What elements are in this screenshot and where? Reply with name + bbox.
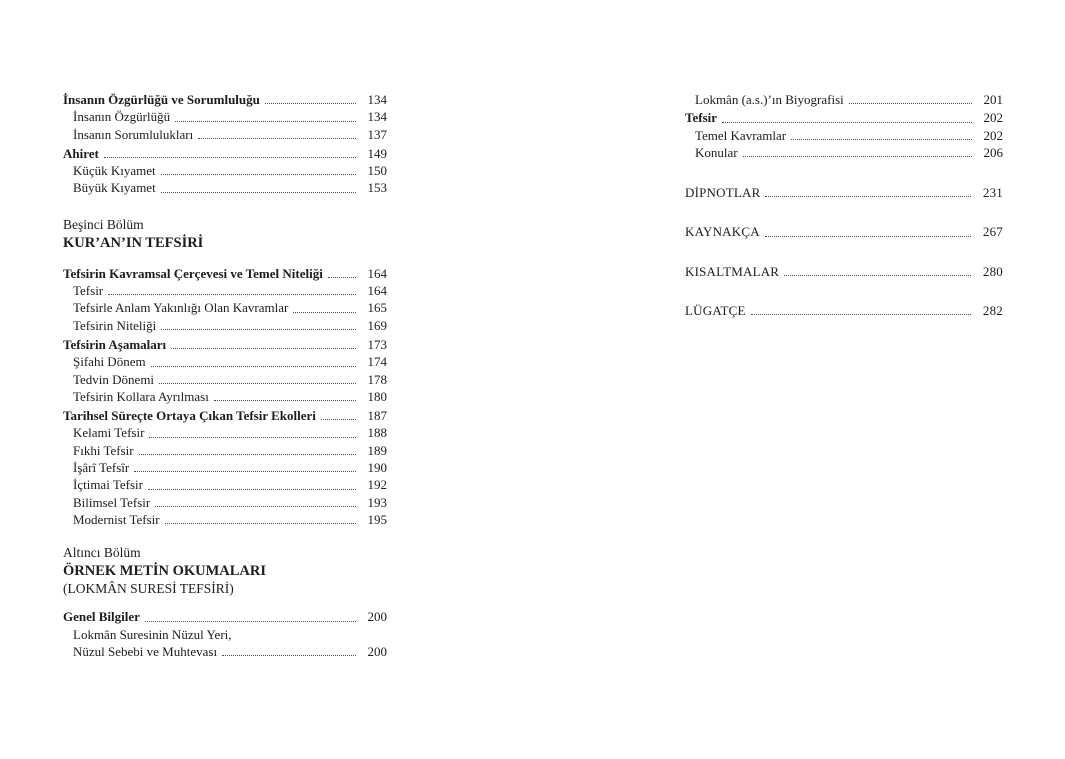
dotted-leader	[149, 437, 355, 438]
toc-entry[interactable]	[63, 643, 387, 660]
toc-entry-label: DİPNOTLAR	[685, 185, 761, 201]
dotted-leader	[159, 383, 355, 384]
toc-entry[interactable]	[63, 108, 387, 125]
toc-entry[interactable]	[685, 302, 1003, 319]
toc-entry-label: Tefsirin Kollara Ayrılması	[73, 388, 209, 404]
dotted-leader	[161, 192, 356, 193]
toc-entry[interactable]	[63, 511, 387, 528]
dotted-leader	[722, 122, 971, 123]
toc-entry-label: İşârî Tefsîr	[73, 460, 130, 476]
toc-entry-page: 188	[367, 425, 387, 441]
toc-entry[interactable]	[63, 162, 387, 179]
dotted-leader	[151, 366, 356, 367]
toc-entry-page: 150	[367, 163, 387, 179]
toc-entry-label: Genel Bilgiler	[63, 609, 140, 625]
toc-entry[interactable]	[685, 263, 1003, 280]
toc-entry[interactable]	[63, 608, 387, 625]
toc-entry-label: İnsanın Sorumlulukları	[73, 126, 194, 142]
toc-entry-label: Modernist Tefsir	[73, 511, 160, 527]
toc-entry-page: 231	[982, 185, 1003, 201]
dotted-leader	[198, 138, 355, 139]
toc-entry-label: Büyük Kıyamet	[73, 180, 156, 196]
dotted-leader	[849, 103, 972, 104]
toc-entry[interactable]	[63, 179, 387, 196]
chapter-title	[63, 234, 387, 252]
toc-entry-page: 149	[367, 145, 387, 161]
toc-entry-label: KISALTMALAR	[685, 263, 780, 279]
toc-entry-page: 134	[367, 92, 387, 107]
dotted-leader	[139, 454, 356, 455]
toc-entry-page: 153	[367, 180, 387, 196]
dotted-leader	[165, 523, 356, 524]
toc-entry-page: 195	[367, 511, 387, 527]
heading-text: (LOKMÂN SURESİ TEFSİRİ)	[63, 581, 234, 597]
toc-entry[interactable]	[63, 145, 387, 162]
dotted-leader	[108, 294, 355, 295]
chapter-label	[63, 216, 387, 234]
dotted-leader	[784, 275, 971, 276]
toc-entry[interactable]	[63, 371, 387, 388]
toc-entry-label: Tefsirin Aşamaları	[63, 336, 167, 352]
dotted-leader	[222, 655, 355, 656]
heading-text: Altıncı Bölüm	[63, 545, 141, 561]
dotted-leader	[321, 419, 356, 420]
heading-text: ÖRNEK METİN OKUMALARI	[63, 563, 267, 580]
toc-entry-page: 180	[367, 388, 387, 404]
toc-entry-page: 282	[982, 303, 1003, 319]
toc-entry[interactable]	[685, 91, 1003, 108]
chapter-subtitle	[63, 580, 387, 597]
toc-entry-label: İnsanın Özgürlüğü ve Sorumluluğu	[63, 92, 260, 107]
toc-entry-page: 189	[367, 442, 387, 458]
toc-entry-page: 201	[983, 92, 1003, 107]
toc-entry-label: Konular	[695, 144, 738, 160]
dotted-leader	[155, 506, 355, 507]
toc-entry-label: Nüzul Sebebi ve Muhtevası	[73, 643, 218, 659]
toc-entry-label: Tedvin Dönemi	[73, 371, 155, 387]
toc-entry[interactable]	[63, 91, 387, 108]
chapter-label	[63, 544, 387, 562]
toc-entry[interactable]	[63, 299, 387, 316]
toc-entry[interactable]	[685, 184, 1003, 201]
toc-entry[interactable]	[63, 442, 387, 459]
toc-entry-page: 164	[367, 283, 387, 299]
toc-entry[interactable]	[63, 407, 387, 424]
dotted-leader	[328, 277, 356, 278]
toc-entry-label: Bilimsel Tefsir	[73, 494, 151, 510]
toc-entry[interactable]	[63, 494, 387, 511]
chapter-title	[63, 562, 387, 580]
toc-right-page	[685, 91, 1003, 319]
toc-entry-label: Ahiret	[63, 145, 99, 161]
dotted-leader	[765, 196, 970, 197]
dotted-leader	[134, 471, 355, 472]
dotted-leader	[148, 489, 356, 490]
toc-entry-label: KAYNAKÇA	[685, 224, 760, 240]
heading-text: Lokmân Suresinin Nüzul Yeri,	[73, 626, 232, 642]
toc-entry-label: Kelami Tefsir	[73, 425, 145, 441]
dotted-leader	[765, 236, 971, 237]
toc-entry-label: LÜGATÇE	[685, 303, 746, 319]
toc-entry-page: 134	[367, 109, 387, 125]
toc-entry[interactable]	[63, 265, 387, 282]
toc-entry-label: Lokmân (a.s.)’ın Biyografisi	[695, 92, 844, 107]
toc-entry[interactable]	[63, 424, 387, 441]
toc-entry-page: 202	[983, 110, 1003, 126]
toc-entry[interactable]	[685, 109, 1003, 126]
toc-entry-page: 200	[367, 643, 387, 659]
dotted-leader	[214, 400, 356, 401]
toc-entry-label: Şifahi Dönem	[73, 354, 146, 370]
toc-entry-page: 169	[367, 317, 387, 333]
dotted-leader	[145, 621, 356, 622]
toc-entry[interactable]	[63, 126, 387, 143]
dotted-leader	[161, 174, 356, 175]
toc-entry-page: 267	[982, 224, 1003, 240]
toc-left-page	[63, 91, 387, 660]
toc-entry-label: İçtimai Tefsir	[73, 477, 143, 493]
toc-entry-page: 193	[367, 494, 387, 510]
toc-entry-page: 200	[367, 609, 387, 625]
dotted-leader	[743, 156, 972, 157]
toc-entry-page: 165	[367, 300, 387, 316]
toc-entry-page: 190	[367, 460, 387, 476]
dotted-leader	[791, 139, 971, 140]
dotted-leader	[104, 157, 356, 158]
toc-entry[interactable]	[63, 336, 387, 353]
toc-entry[interactable]	[63, 317, 387, 334]
toc-entry-page: 206	[983, 144, 1003, 160]
toc-entry-page: 187	[367, 408, 387, 424]
dotted-leader	[171, 348, 355, 349]
toc-entry-page: 173	[367, 336, 387, 352]
toc-entry[interactable]	[63, 353, 387, 370]
toc-entry-label: Tefsir	[73, 283, 104, 299]
toc-entry[interactable]	[685, 127, 1003, 144]
dotted-leader	[161, 329, 355, 330]
toc-entry[interactable]	[63, 476, 387, 493]
dotted-leader	[293, 312, 355, 313]
toc-entry-label: Küçük Kıyamet	[73, 163, 156, 179]
toc-entry[interactable]	[685, 144, 1003, 161]
toc-entry-page: 280	[982, 263, 1003, 279]
toc-entry-page: 164	[367, 265, 387, 281]
heading-text: Beşinci Bölüm	[63, 216, 144, 232]
toc-entry-label: Tefsir	[685, 110, 718, 126]
toc-entry[interactable]	[63, 459, 387, 476]
toc-entry-continuation	[63, 626, 387, 643]
toc-entry[interactable]	[685, 223, 1003, 240]
heading-text: KUR’AN’IN TEFSİRİ	[63, 234, 204, 251]
toc-entry-page: 192	[367, 477, 387, 493]
dotted-leader	[751, 314, 971, 315]
toc-entry-label: Tefsirle Anlam Yakınlığı Olan Kavramlar	[73, 300, 289, 316]
dotted-leader	[265, 103, 356, 104]
toc-entry-page: 174	[367, 354, 387, 370]
toc-entry[interactable]	[63, 282, 387, 299]
toc-entry[interactable]	[63, 388, 387, 405]
toc-entry-page: 137	[367, 126, 387, 142]
dotted-leader	[175, 121, 355, 122]
toc-entry-label: İnsanın Özgürlüğü	[73, 109, 171, 125]
toc-entry-page: 202	[983, 127, 1003, 143]
toc-entry-label: Temel Kavramlar	[695, 127, 787, 143]
toc-entry-label: Tarihsel Süreçte Ortaya Çıkan Tefsir Ekolleri	[63, 408, 316, 424]
toc-entry-label: Tefsirin Kavramsal Çerçevesi ve Temel Niteliği	[63, 265, 323, 281]
toc-entry-page: 178	[367, 371, 387, 387]
toc-entry-label: Fıkhi Tefsir	[73, 442, 134, 458]
toc-entry-label: Tefsirin Niteliği	[73, 317, 157, 333]
